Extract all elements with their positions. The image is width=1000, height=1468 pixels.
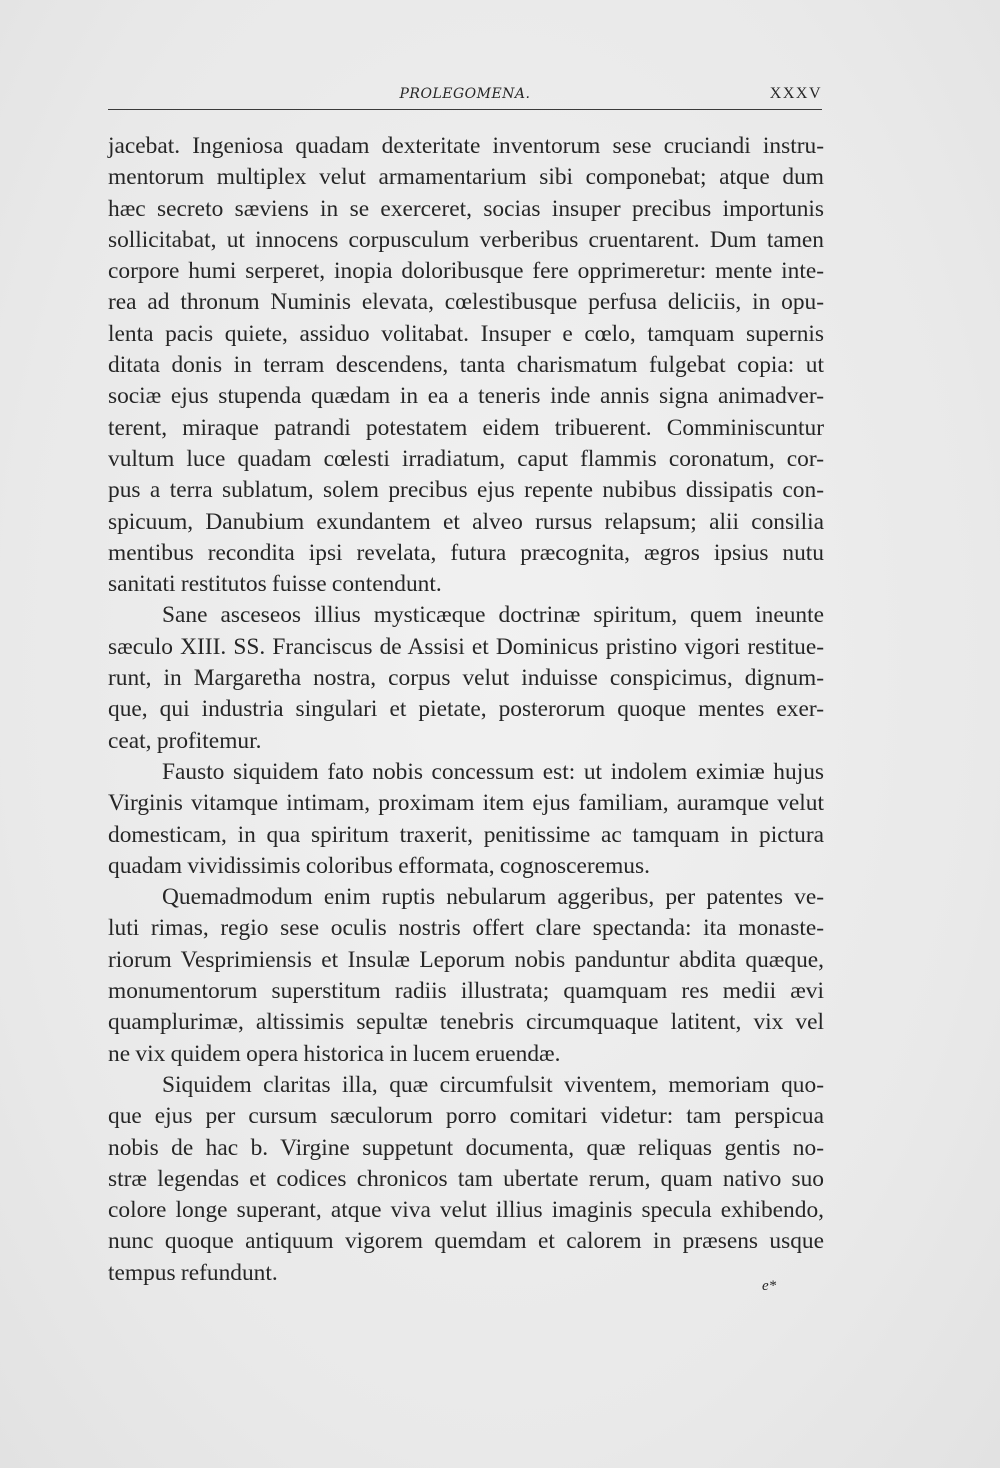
text-line: domesticam, in qua spiritum traxerit, penitissime ac tamquam in pictura: [108, 821, 824, 848]
text-line: spicuum, Danubium exundantem et alveo rursus relapsum; alii consilia: [108, 508, 824, 535]
text-line: Virginis vitamque intimam, proximam item ejus familiam, auramque velut: [108, 790, 824, 817]
text-line: sæculo XIII. SS. Franciscus de Assisi et Dominicus pristino vigori restitue-: [108, 633, 824, 660]
text-line: Siquidem claritas illa, quæ circumfulsit viventem, memoriam quo-: [162, 1071, 824, 1098]
paragraph-2: [108, 600, 824, 756]
text-line: Sane asceseos illius mysticæque doctrinæ spiritum, quem ineunte: [162, 602, 824, 629]
text-line: sanitati restitutos fuisse contendunt.: [108, 571, 442, 598]
text-line: ceat, profitemur.: [108, 727, 262, 754]
text-line: nobis de hac b. Virgine suppetunt documenta, quæ reliquas gentis no-: [108, 1134, 824, 1161]
text-line: riorum Vesprimiensis et Insulæ Leporum nobis panduntur abdita quæque,: [108, 946, 824, 973]
text-line: corpore humi serperet, inopia doloribusque fere opprimeretur: mente inte-: [108, 258, 824, 285]
text-line: hæc secreto sæviens in se exerceret, socias insuper precibus importunis: [108, 195, 824, 222]
text-line: quamplurimæ, altissimis sepultæ tenebris circumquaque latitent, vix vel: [108, 1009, 824, 1036]
text-line: jacebat. Ingeniosa quadam dexteritate inventorum sese cruciandi instru-: [108, 133, 824, 159]
paragraph-5: [108, 1070, 824, 1289]
text-line: colore longe superant, atque viva velut illius imaginis specula exhibendo,: [108, 1197, 824, 1224]
signature-mark: e*: [762, 1278, 777, 1294]
text-line: sociæ ejus stupenda quædam in ea a teneris inde annis signa animadver-: [108, 383, 824, 410]
body-text: [108, 131, 824, 1289]
text-line: ne vix quidem opera historica in lucem eruendæ.: [108, 1040, 561, 1067]
text-line: nunc quoque antiquum vigorem quemdam et calorem in præsens usque: [108, 1228, 824, 1255]
text-line: luti rimas, regio sese oculis nostris offert clare spectanda: ita monaste-: [108, 915, 824, 942]
text-line: tempus refundunt.: [108, 1259, 278, 1286]
paragraph-1: [108, 131, 824, 600]
text-line: que, qui industria singulari et pietate, posterorum quoque mentes exer-: [108, 696, 824, 723]
text-line: pus a terra sublatum, solem precibus ejus repente nubibus dissipatis con-: [108, 477, 824, 504]
text-line: runt, in Margaretha nostra, corpus velut induisse conspicimus, dignum-: [108, 665, 824, 692]
text-line: ditata donis in terram descendens, tanta charismatum fulgebat copia: ut: [108, 352, 824, 379]
running-head: [108, 83, 822, 110]
paragraph-3: [108, 757, 824, 882]
text-line: terent, miraque patrandi potestatem eidem tribuerent. Comminiscuntur: [108, 414, 824, 441]
text-line: mentorum multiplex velut armamentarium sibi componebat; atque dum: [108, 164, 824, 191]
page-number: XXXV: [769, 85, 822, 102]
text-line: Quemadmodum enim ruptis nebularum aggeribus, per patentes ve-: [162, 884, 824, 911]
text-line: Fausto siquidem fato nobis concessum est: ut indolem eximiæ hujus: [162, 758, 824, 785]
text-line: stræ legendas et codices chronicos tam ubertate rerum, quam nativo suo: [108, 1165, 824, 1192]
text-line: vultum luce quadam cœlesti irradiatum, caput flammis coronatum, cor-: [108, 445, 824, 472]
text-line: monumentorum superstitum radiis illustrata; quamquam res medii ævi: [108, 978, 824, 1005]
text-line: sollicitabat, ut innocens corpusculum verberibus cruentarent. Dum tamen: [108, 226, 824, 253]
running-head-title: PROLEGOMENA.: [399, 86, 531, 102]
text-line: rea ad thronum Numinis elevata, cœlestibusque perfusa deliciis, in opu-: [108, 289, 824, 316]
text-line: que ejus per cursum sæculorum porro comitari videtur: tam perspicua: [108, 1103, 824, 1130]
text-line: lenta pacis quiete, assiduo volitabat. Insuper e cœlo, tamquam supernis: [108, 320, 824, 347]
paragraph-4: [108, 882, 824, 1070]
text-line: quadam vividissimis coloribus efformata, cognosceremus.: [108, 852, 650, 879]
text-line: mentibus recondita ipsi revelata, futura præcognita, ægros ipsius nutu: [108, 539, 824, 566]
